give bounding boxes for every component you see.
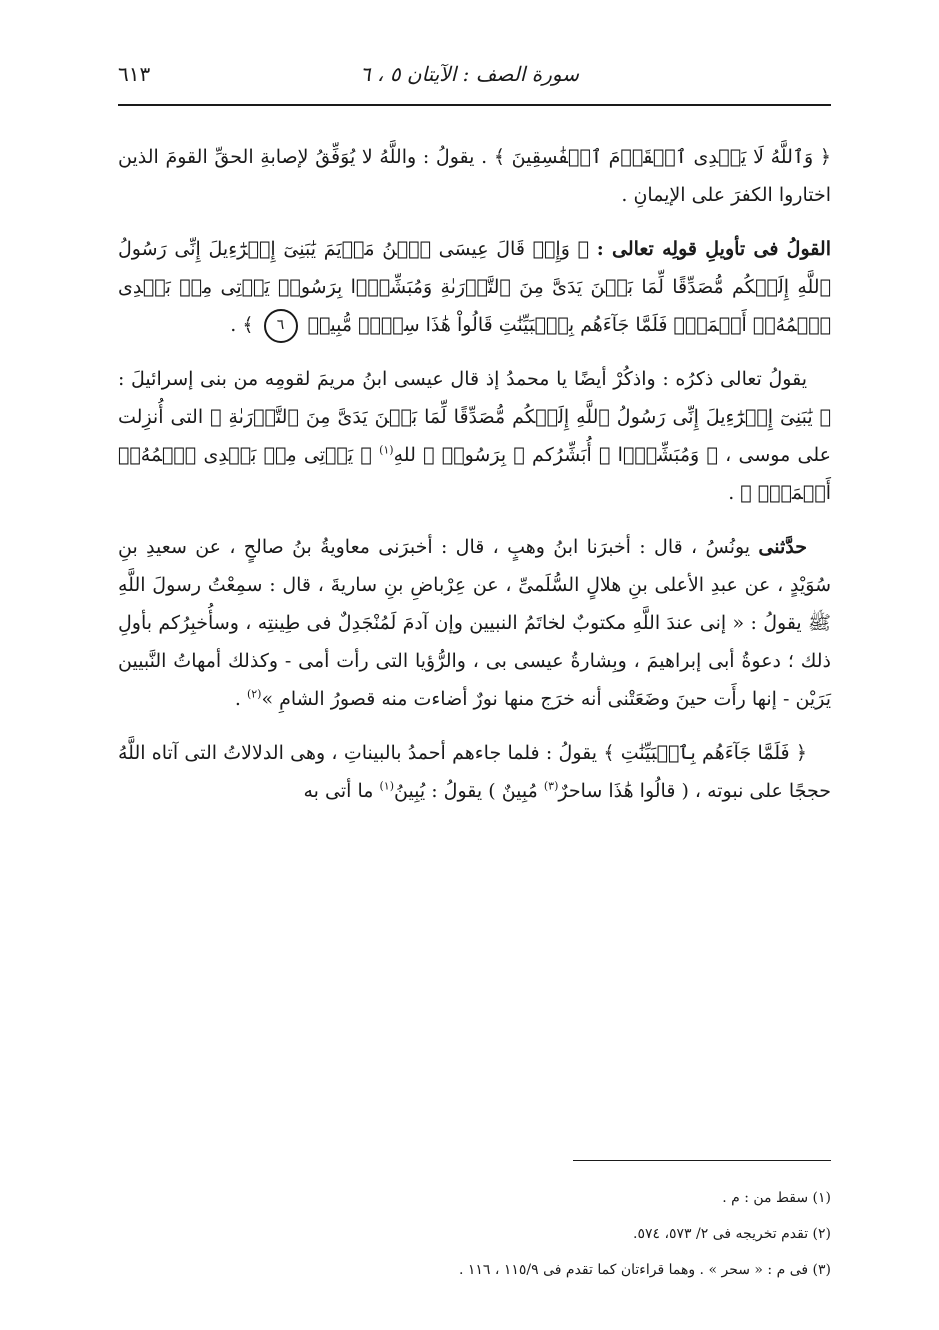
body-text [118,138,831,826]
footnote-2: (٢) تقدم تخريجه فى ٢/ ٥٧٣، ٥٧٤. [633,1226,831,1242]
ayah-number-marker: ٦ [264,309,298,343]
header-rule [118,104,831,106]
hadith-lead: حدَّثنى [758,536,807,558]
section-heading: القولُ فى تأويلِ قولِه تعالى : [596,238,831,260]
paragraph-tail: مُبِينٌ ) يقولُ : يُبِينُ [393,780,538,802]
paragraph-5 [118,734,831,810]
paragraph-2 [118,230,831,344]
footnotes [200,1180,831,1288]
footnote-ref: (٣) [543,779,559,793]
quran-verse: ﴿ وَإِذۡ قَالَ عِيسَى ٱبۡنُ مَرۡيَمَ يَٰبَنِىٓ إِسۡرَٰٓءِيلَ إِنِّى رَسُولُ ٱللَّهِ إِلَيۡكُم مُّصَدِّقًا لِّمَا بَيۡنَ يَدَىَّ مِنَ ٱلتَّوۡرَىٰةِ وَمُبَشِّرًۢا بِرَسُولٖ يَأۡتِى مِنۢ بَعۡدِى ٱسۡمُهُۥٓ أَحۡمَدُۖ فَلَمَّا جَآءَهُم بِٱلۡبَيِّنَٰتِ قَالُواْ هَٰذَا سِحۡرٞ مُّبِينٞ [118,238,831,336]
footnote-rule [573,1160,831,1161]
footnote-ref: (٢) [246,687,262,701]
page-number: ٦١٣ [118,62,151,86]
paragraph-tail: ﴿ يَأۡتِى مِنۢ بَعۡدِى ٱسۡمُهُۥٓ أَحۡمَدُۖ ﴾ . [118,444,831,504]
paragraph-text: يونُسُ ، قال : أخبرَنا ابنُ وهبٍ ، قال : أخبرَنى معاويةُ بنُ صالحٍ ، عن سعيدِ بنِ سُوَيْدٍ ، عن عبدِ الأعلى بنِ هلالٍ السُّلَمىِّ ، عن عِرْباضِ بنِ ساريةَ ، قال : سمِعْتُ رسولَ اللَّهِ ﷺ يقولُ : « إنى عندَ اللَّهِ مكتوبٌ لخاتَمُ النبيين وإن آدمَ لَمُنْجَدِلٌ فى طِينتِه ، وسأُخبِرُكم بأولِ ذلك ؛ دعوةُ أبى إبراهيمَ ، وبِشارةُ عيسى بى ، والرُّؤيا التى رأت أمى - وكذلك أمهاتُ النَّبيين يَرَيْن - إنها رأَت حينَ وضَعَتْنى أنه خرَج منها نورٌ أضاءت منه قصورُ الشامِ » [118,536,831,710]
footnote-ref: (١) [379,779,394,793]
paragraph-3 [118,360,831,512]
running-title: سورة الصف : الآيتان ٥ ، ٦ [359,62,579,86]
page-header [118,62,829,96]
paragraph-text: ﴿ فَلَمَّا جَآءَهُم بِٱلۡبَيِّنَٰتِ ﴾ يقولُ : فلما جاءهم أحمدُ بالبيناتِ ، وهى الدلالاتُ التى آتاه اللَّهُ حججًا على نبوته ، ( قالُوا هَٰذَا ساحرٌ [118,742,831,802]
paragraph-tail: . [234,688,241,710]
paragraph-text: ﴿ وَٱللَّهُ لَا يَهۡدِى ٱلۡقَوۡمَ ٱلۡفَٰسِقِينَ ﴾ . يقولُ : واللَّهُ لا يُوَفِّقُ لإصابةِ الحقِّ القومَ الذين اختاروا الكفرَ على الإيمانِ . [118,146,831,206]
verse-close: ﴾ . [230,314,254,336]
footnote-3: (٣) فى م : « سحر » . وهما قراءتان كما تقدم فى ١١٥/٩ ، ١١٦ . [458,1262,831,1278]
paragraph-tail: ما أتى به [303,780,374,802]
footnote-1: (١) سقط من : م . [722,1190,831,1206]
paragraph-1 [118,138,831,214]
footnote-ref: (١) [379,443,394,457]
paragraph-text: يقولُ تعالى ذكرُه : واذكُرْ أيضًا يا محمدُ إذ قال عيسى ابنُ مريمَ لقومِه من بنى إسرائيلَ : ﴿ يَٰبَنِىٓ إِسۡرَٰٓءِيلَ إِنِّى رَسُولُ ٱللَّهِ إِلَيۡكُم مُّصَدِّقًا لِّمَا بَيۡنَ يَدَىَّ مِنَ ٱلتَّوۡرَىٰةِ ﴾ التى أُنزِلت على موسى ، ﴿ وَمُبَشِّرًۢا ﴾ أُبَشِّرُكم ﴿ بِرَسُولٖ ﴾ للهِ [118,368,832,466]
paragraph-4 [118,528,831,718]
